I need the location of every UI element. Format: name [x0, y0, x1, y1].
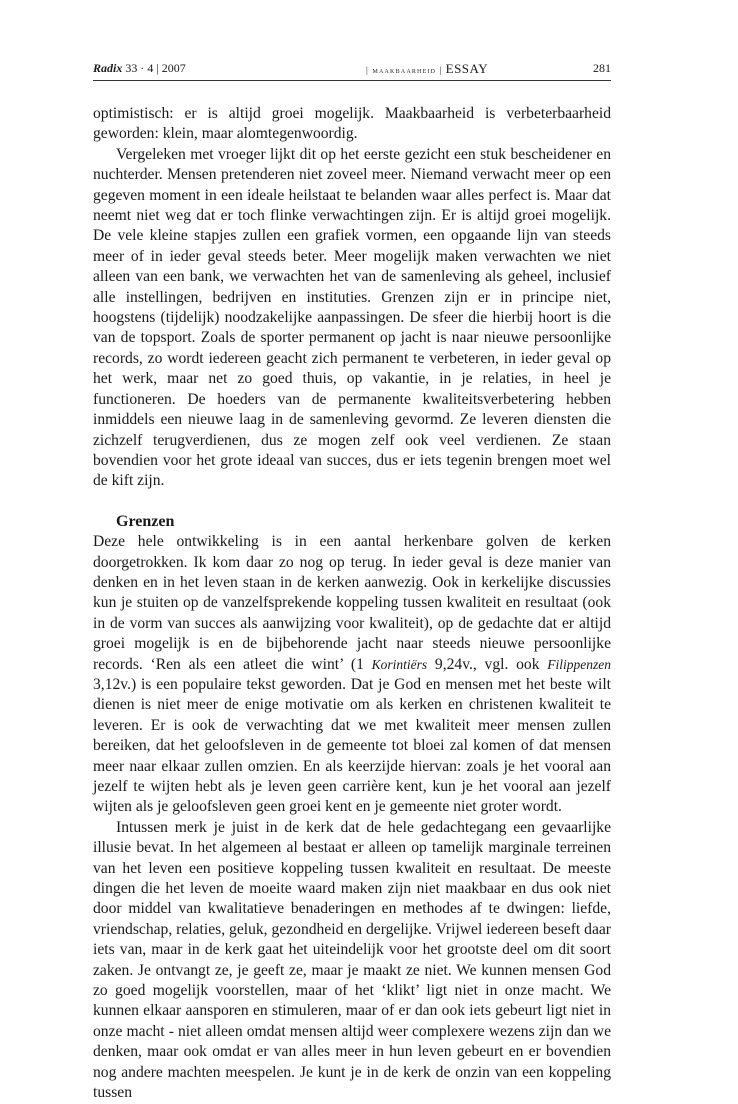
- paragraph-3-part-b: 9,24v., vgl. ook: [427, 655, 548, 673]
- paragraph-3-part-a: Deze hele ontwikkeling is in een aantal herkenbare golven de kerken doorgetrokken. Ik kom daar zo nog op terug. In ieder geval is deze manier van denken en in het leven staan in de kerken aanwezig. Ook in kerkelijke discussies kun je stuiten op de vanzelfsprekende koppeling tussen kwaliteit en resultaat (ook in de vorm van succes als aanwijzing voor kwaliteit), op de gedachte dat er altijd groei mogelijk is en de bijbehorende jacht naar steeds nieuwe persoonlijke records. ‘Ren als een atleet die wint’ (1: [93, 533, 611, 673]
- header-section: [366, 61, 488, 77]
- section-name: | maakbaarheid |: [366, 65, 443, 75]
- paragraph-3-part-c: 3,12v.) is een populaire tekst geworden. Dat je God en mensen met het beste wilt dienen is niet meer de enige motivatie om als kerken en christenen kwaliteit te leveren. Er is ook de verwachting dat we met kwaliteit meer mensen zullen bereiken, dat het geloofsleven in de gemeente tot bloei zal komen of dat mensen meer naar elkaar zullen omzien. En als keerzijde hiervan: zoals je het vooral aan jezelf te wijten hebt als je leven geen carrière kent, kun je het vooral aan jezelf wijten als je geloofsleven geen groei kent en je gemeente niet groter wordt.: [93, 675, 611, 816]
- paragraph-1: optimistisch: er is altijd groei mogelijk. Maakbaarheid is verbeterbaarheid geworden: klein, maar alomtegenwoordig.: [93, 105, 611, 143]
- section-heading: Grenzen: [116, 512, 175, 530]
- journal-name: Radix: [93, 61, 123, 75]
- header-rule: [93, 80, 611, 81]
- paragraph-3: [93, 532, 611, 818]
- journal-issue: 33 · 4 | 2007: [125, 61, 186, 75]
- running-header: [93, 61, 611, 79]
- section-label: ESSAY: [445, 61, 489, 76]
- header-journal: [93, 61, 186, 76]
- paragraph-2: Vergeleken met vroeger lijkt dit op het eerste gezicht een stuk bescheidener en nuchterder. Mensen pretenderen niet zoveel meer. Niemand verwacht meer op een gegeven moment in een ideale heilstaat te belanden waar alles perfect is. Maar dat neemt niet weg dat er toch flinke verwachtingen zijn. Er is altijd groei mogelijk. De vele kleine stapjes zullen een grafiek vormen, een opgaande lijn van steeds meer of in ieder geval steeds beter. Meer mogelijk maken verwachten we niet alleen van een bank, we verwachten het van de samenleving als geheel, inclusief alle instellingen, bedrijven en instituties. Grenzen zijn er in principe niet, hoogstens (tijdelijk) noodzakelijke aanpassingen. De sfeer die hierbij hoort is die van de topsport. Zoals de sporter permanent op jacht is naar nieuwe persoonlijke records, zo wordt iedereen geacht zich permanent te verbeteren, in ieder geval op het werk, maar net zo goed thuis, op vakantie, in je relaties, in heel je functioneren. De hoeders van de permanente kwaliteitsverbetering hebben inmiddels een nieuwe laag in de samenleving gevormd. Ze leveren diensten die zichzelf terugverdienen, dus ze mogen zelf ook veel verdienen. Ze staan bovendien voor het grote ideaal van succes, dus er iets tegenin brengen moet wel de kift zijn.: [93, 145, 611, 490]
- bible-ref-korintiers: Korintiërs: [371, 656, 428, 672]
- bible-ref-filippenzen: Filippenzen: [547, 656, 611, 672]
- page-number: 281: [593, 61, 611, 75]
- paragraph-4: Intussen merk je juist in de kerk dat de hele gedachtegang een gevaarlijke illusie bevat. In het algemeen al bestaat er alleen op tamelijk marginale terreinen van het leven een positieve koppeling tussen kwaliteit en resultaat. De meeste dingen die het leven de moeite waard maken zijn niet maakbaar en dus ook niet door middel van kwalitatieve benaderingen en methodes af te dwingen: liefde, vriendschap, relaties, geluk, gezondheid en dergelijke. Vrijwel iedereen beseft daar iets van, maar in de kerk gaat het uiteindelijk voor het grootste deel om dit soort zaken. Je ontvangt ze, je geeft ze, maar je maakt ze niet. We kunnen mensen God zo goed mogelijk voorstellen, maar of het ‘klikt’ ligt niet in onze macht. We kunnen elkaar aansporen en stimuleren, maar of er dan ook iets gebeurt ligt niet in onze macht - niet alleen omdat mensen altijd weer complexere wezens zijn dan we denken, maar ook omdat er van alles meer in hun leven gebeurt en er bovendien nog andere machten meespelen. Je kunt je in de kerk de onzin van een koppeling tussen: [93, 818, 611, 1102]
- article-body: [93, 104, 611, 1104]
